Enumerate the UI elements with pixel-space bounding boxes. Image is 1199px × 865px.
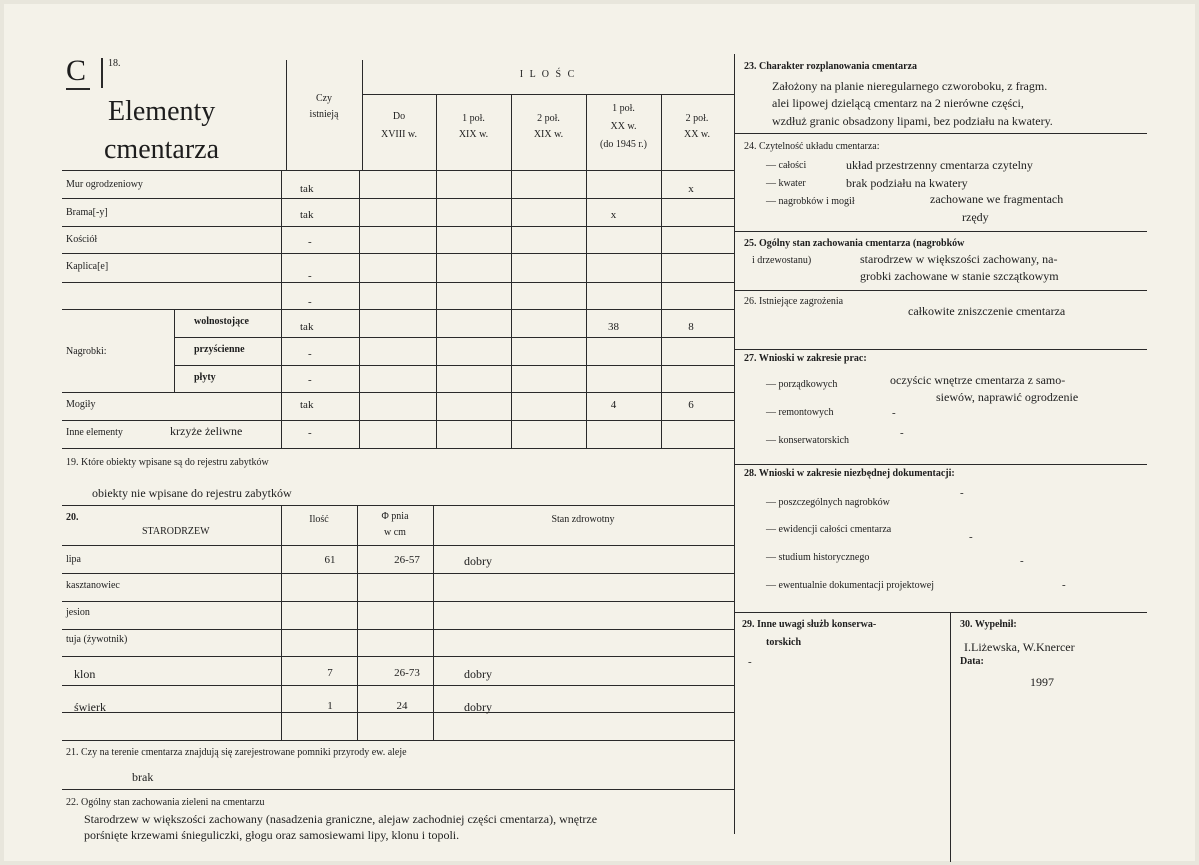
tree-name: jesion <box>66 607 90 618</box>
element-label: Inne elementy <box>66 427 123 438</box>
tree-name: lipa <box>66 554 81 565</box>
q28-dash2: - <box>969 531 973 543</box>
header-divider <box>586 94 587 170</box>
element-exists: - <box>308 348 312 360</box>
q24-value2: brak podziału na kwatery <box>846 176 968 190</box>
tree-qty: 7 <box>327 667 333 679</box>
section-line <box>734 133 1147 134</box>
section-line <box>62 505 734 506</box>
q28-label2: — ewidencji całości cmentarza <box>766 524 892 535</box>
trees-header-diam2: w cm <box>384 527 406 538</box>
row-line <box>62 545 734 546</box>
period-4-c: (do 1945 r.) <box>600 139 647 150</box>
q27-dash3: - <box>900 427 904 439</box>
q28-label4: — ewentualnie dokumentacji projektowej <box>766 580 935 591</box>
header-divider <box>362 60 363 170</box>
tree-health: dobry <box>464 667 492 681</box>
q26-answer: całkowite zniszczenie cmentarza <box>908 304 1066 318</box>
title-line1: Elementy <box>108 96 216 127</box>
section-line <box>734 290 1147 291</box>
tree-health: dobry <box>464 700 492 714</box>
nagrobki-label: Nagrobki: <box>66 346 107 357</box>
q30-name: I.Liżewska, W.Knercer <box>964 640 1075 654</box>
q27-label3: — konserwatorskich <box>766 435 850 446</box>
czy-header-1: Czy <box>315 93 333 104</box>
header-divider <box>511 94 512 170</box>
trees-header-qty: Ilość <box>309 514 329 525</box>
period-1-b: XVIII w. <box>380 129 417 140</box>
element-label: płyty <box>194 372 216 383</box>
inventory-card <box>4 4 1195 861</box>
q30-date: 1997 <box>1030 675 1054 689</box>
q27-label1: — porządkowych <box>766 379 838 390</box>
col-line <box>281 505 282 740</box>
period-3-b: XIX w. <box>533 129 564 140</box>
row-line <box>62 740 734 741</box>
header-divider <box>362 94 734 95</box>
q28-label3: — studium historycznego <box>766 552 870 563</box>
row-line <box>62 392 734 393</box>
q22-line2: porśnięte krzewami śnieguliczki, głogu oraz samosiewami lipy, klonu i topoli. <box>84 828 460 842</box>
nagrobki-divider <box>174 309 175 392</box>
element-exists: - <box>308 296 312 308</box>
period-5-b: XX w. <box>683 129 710 140</box>
title-line2: cmentarza <box>104 134 220 165</box>
element-qty: 6 <box>688 399 694 411</box>
row-line <box>62 309 734 310</box>
q23-question: 23. Charakter rozplanowania cmentarza <box>744 61 917 72</box>
q25-question1: 25. Ogólny stan zachowania cmentarza (nagrobków <box>744 238 965 249</box>
row-line <box>62 685 734 686</box>
element-label: Kaplica[e] <box>66 261 109 272</box>
row-line <box>62 629 734 630</box>
q24-question: 24. Czytelność układu cmentarza: <box>744 141 880 152</box>
element-exists: - <box>308 236 312 248</box>
col-line <box>281 170 282 448</box>
col-line <box>359 170 360 448</box>
letter-underline <box>66 88 90 90</box>
q25-question2: i drzewostanu) <box>752 255 812 266</box>
q28-dash4: - <box>1062 579 1066 591</box>
row-line <box>62 282 734 283</box>
element-label: Brama[-y] <box>66 207 108 218</box>
col-line <box>436 170 437 448</box>
inne-elementy-value: krzyże żeliwne <box>170 424 243 438</box>
element-exists: tak <box>300 399 314 411</box>
q26-question: 26. Istniejące zagrożenia <box>744 296 844 307</box>
element-qty: x <box>610 209 617 221</box>
q25-answer1: starodrzew w większości zachowany, na- <box>860 252 1058 266</box>
tree-diam: 26-73 <box>394 667 420 679</box>
col-line <box>661 170 662 448</box>
tree-diam: 26-57 <box>394 554 420 566</box>
section-line <box>734 612 1147 613</box>
q29-answer: - <box>748 656 752 668</box>
tree-name: świerk <box>74 700 106 714</box>
section-letter: C <box>66 54 87 87</box>
element-qty: 4 <box>610 399 617 411</box>
tree-diam: 24 <box>396 700 408 712</box>
q24-value3a: zachowane we fragmentach <box>930 192 1064 206</box>
period-5-a: 2 poł. <box>685 113 709 124</box>
q27-question: 27. Wnioski w zakresie prac: <box>744 353 867 364</box>
period-4-a: 1 poł. <box>612 103 635 114</box>
q23-line3: wzdłuż granic obsadzony lipami, bez podziału na kwatery. <box>772 114 1053 128</box>
col-line <box>586 170 587 448</box>
period-2-b: XIX w. <box>458 129 489 140</box>
element-label: przyścienne <box>194 344 245 355</box>
row-line <box>62 656 734 657</box>
trees-header-health: Stan zdrowotny <box>551 514 615 525</box>
tree-name: klon <box>74 667 96 681</box>
element-qty: 38 <box>608 321 619 333</box>
q24-value3b: rzędy <box>962 210 989 224</box>
ilosc-header: I L O Ś C <box>519 69 577 80</box>
q25-answer2: grobki zachowane w stanie szczątkowym <box>860 269 1059 283</box>
section-number: 18. <box>108 58 121 69</box>
row-line <box>62 448 734 449</box>
q22-line1: Starodrzew w większości zachowany (nasadzenia graniczne, alejaw zachodniej części cmentarza), wnętrze <box>84 812 598 826</box>
element-exists: - <box>308 270 312 282</box>
element-label: Mogiły <box>66 399 96 410</box>
q27-answer1: oczyścic wnętrze cmentarza z samo- <box>890 373 1066 387</box>
period-4-b: XX w. <box>610 121 637 132</box>
q28-dash1: - <box>960 487 964 499</box>
element-exists: - <box>308 374 312 386</box>
q23-line2: alei lipowej dzielącą cmentarz na 2 nierówne części, <box>772 96 1024 110</box>
tree-name: kasztanowiec <box>66 580 120 591</box>
header-divider <box>661 94 662 170</box>
element-exists: tak <box>300 209 314 221</box>
q30-date-label: Data: <box>960 656 984 667</box>
element-exists: - <box>308 427 312 439</box>
q20-number: 20. <box>66 512 79 523</box>
header-divider <box>286 60 287 170</box>
element-qty: 8 <box>688 321 694 333</box>
q23-line1: Założony na planie nieregularnego czworoboku, z fragm. <box>772 79 1048 93</box>
trees-header-diam1: Φ pnia <box>381 511 409 522</box>
q29-question2: torskich <box>766 637 801 648</box>
period-1-a: Do <box>392 111 406 122</box>
row-line <box>62 226 734 227</box>
section-line <box>734 231 1147 232</box>
q27-answer2: siewów, naprawić ogrodzenie <box>936 390 1079 404</box>
row-line <box>62 420 734 421</box>
element-qty: x <box>688 183 694 195</box>
element-label: wolnostojące <box>194 316 249 327</box>
col-line <box>511 170 512 448</box>
q24-value1: układ przestrzenny cmentarza czytelny <box>846 158 1033 172</box>
header-divider <box>436 94 437 170</box>
col-line <box>433 505 434 740</box>
q29-question1: 29. Inne uwagi służb konserwa- <box>742 619 877 630</box>
row-line <box>174 337 734 338</box>
tree-name: tuja (żywotnik) <box>66 634 128 645</box>
czy-header-2: istnieją <box>309 109 339 120</box>
section-line <box>734 464 1147 465</box>
q21-answer: brak <box>132 770 154 784</box>
row-line <box>62 170 734 171</box>
q28-dash3: - <box>1020 555 1024 567</box>
section-line <box>62 789 734 790</box>
row-line <box>174 365 734 366</box>
tree-qty: 61 <box>324 554 336 566</box>
section-line <box>734 349 1147 350</box>
q22-question: 22. Ogólny stan zachowania zieleni na cmentarzu <box>66 797 265 808</box>
q24-label2: — kwater <box>766 178 806 189</box>
period-3-a: 2 poł. <box>537 113 560 124</box>
element-exists: tak <box>300 321 314 333</box>
row-line <box>62 712 734 713</box>
element-label: Kościół <box>66 234 98 245</box>
period-2-a: 1 poł. <box>462 113 485 124</box>
row-line <box>62 198 734 199</box>
element-label: Mur ogrodzeniowy <box>66 179 143 190</box>
q30-question: 30. Wypełnił: <box>960 619 1017 630</box>
trees-header-name: STARODRZEW <box>142 526 210 537</box>
q19-answer: obiekty nie wpisane do rejestru zabytków <box>92 486 292 500</box>
letter-bar <box>101 58 103 88</box>
q19-question: 19. Które obiekty wpisane są do rejestru zabytków <box>66 457 269 468</box>
element-exists: tak <box>300 183 314 195</box>
q27-label2: — remontowych <box>766 407 834 418</box>
q21-question: 21. Czy na terenie cmentarza znajdują się zarejestrowane pomniki przyrody ew. aleje <box>66 747 407 758</box>
tree-health: dobry <box>464 554 492 568</box>
column-divider <box>734 54 735 834</box>
tree-qty: 1 <box>327 700 333 712</box>
q28-question: 28. Wnioski w zakresie niezbędnej dokumentacji: <box>744 468 955 479</box>
row-line <box>62 573 734 574</box>
row-line <box>62 253 734 254</box>
row-line <box>62 601 734 602</box>
q24-label3: — nagrobków i mogił <box>766 196 855 207</box>
column-divider <box>950 612 951 862</box>
col-line <box>357 505 358 740</box>
q27-dash2: - <box>892 407 896 419</box>
q24-label1: — całości <box>766 160 807 171</box>
q28-label1: — poszczególnych nagrobków <box>766 497 890 508</box>
